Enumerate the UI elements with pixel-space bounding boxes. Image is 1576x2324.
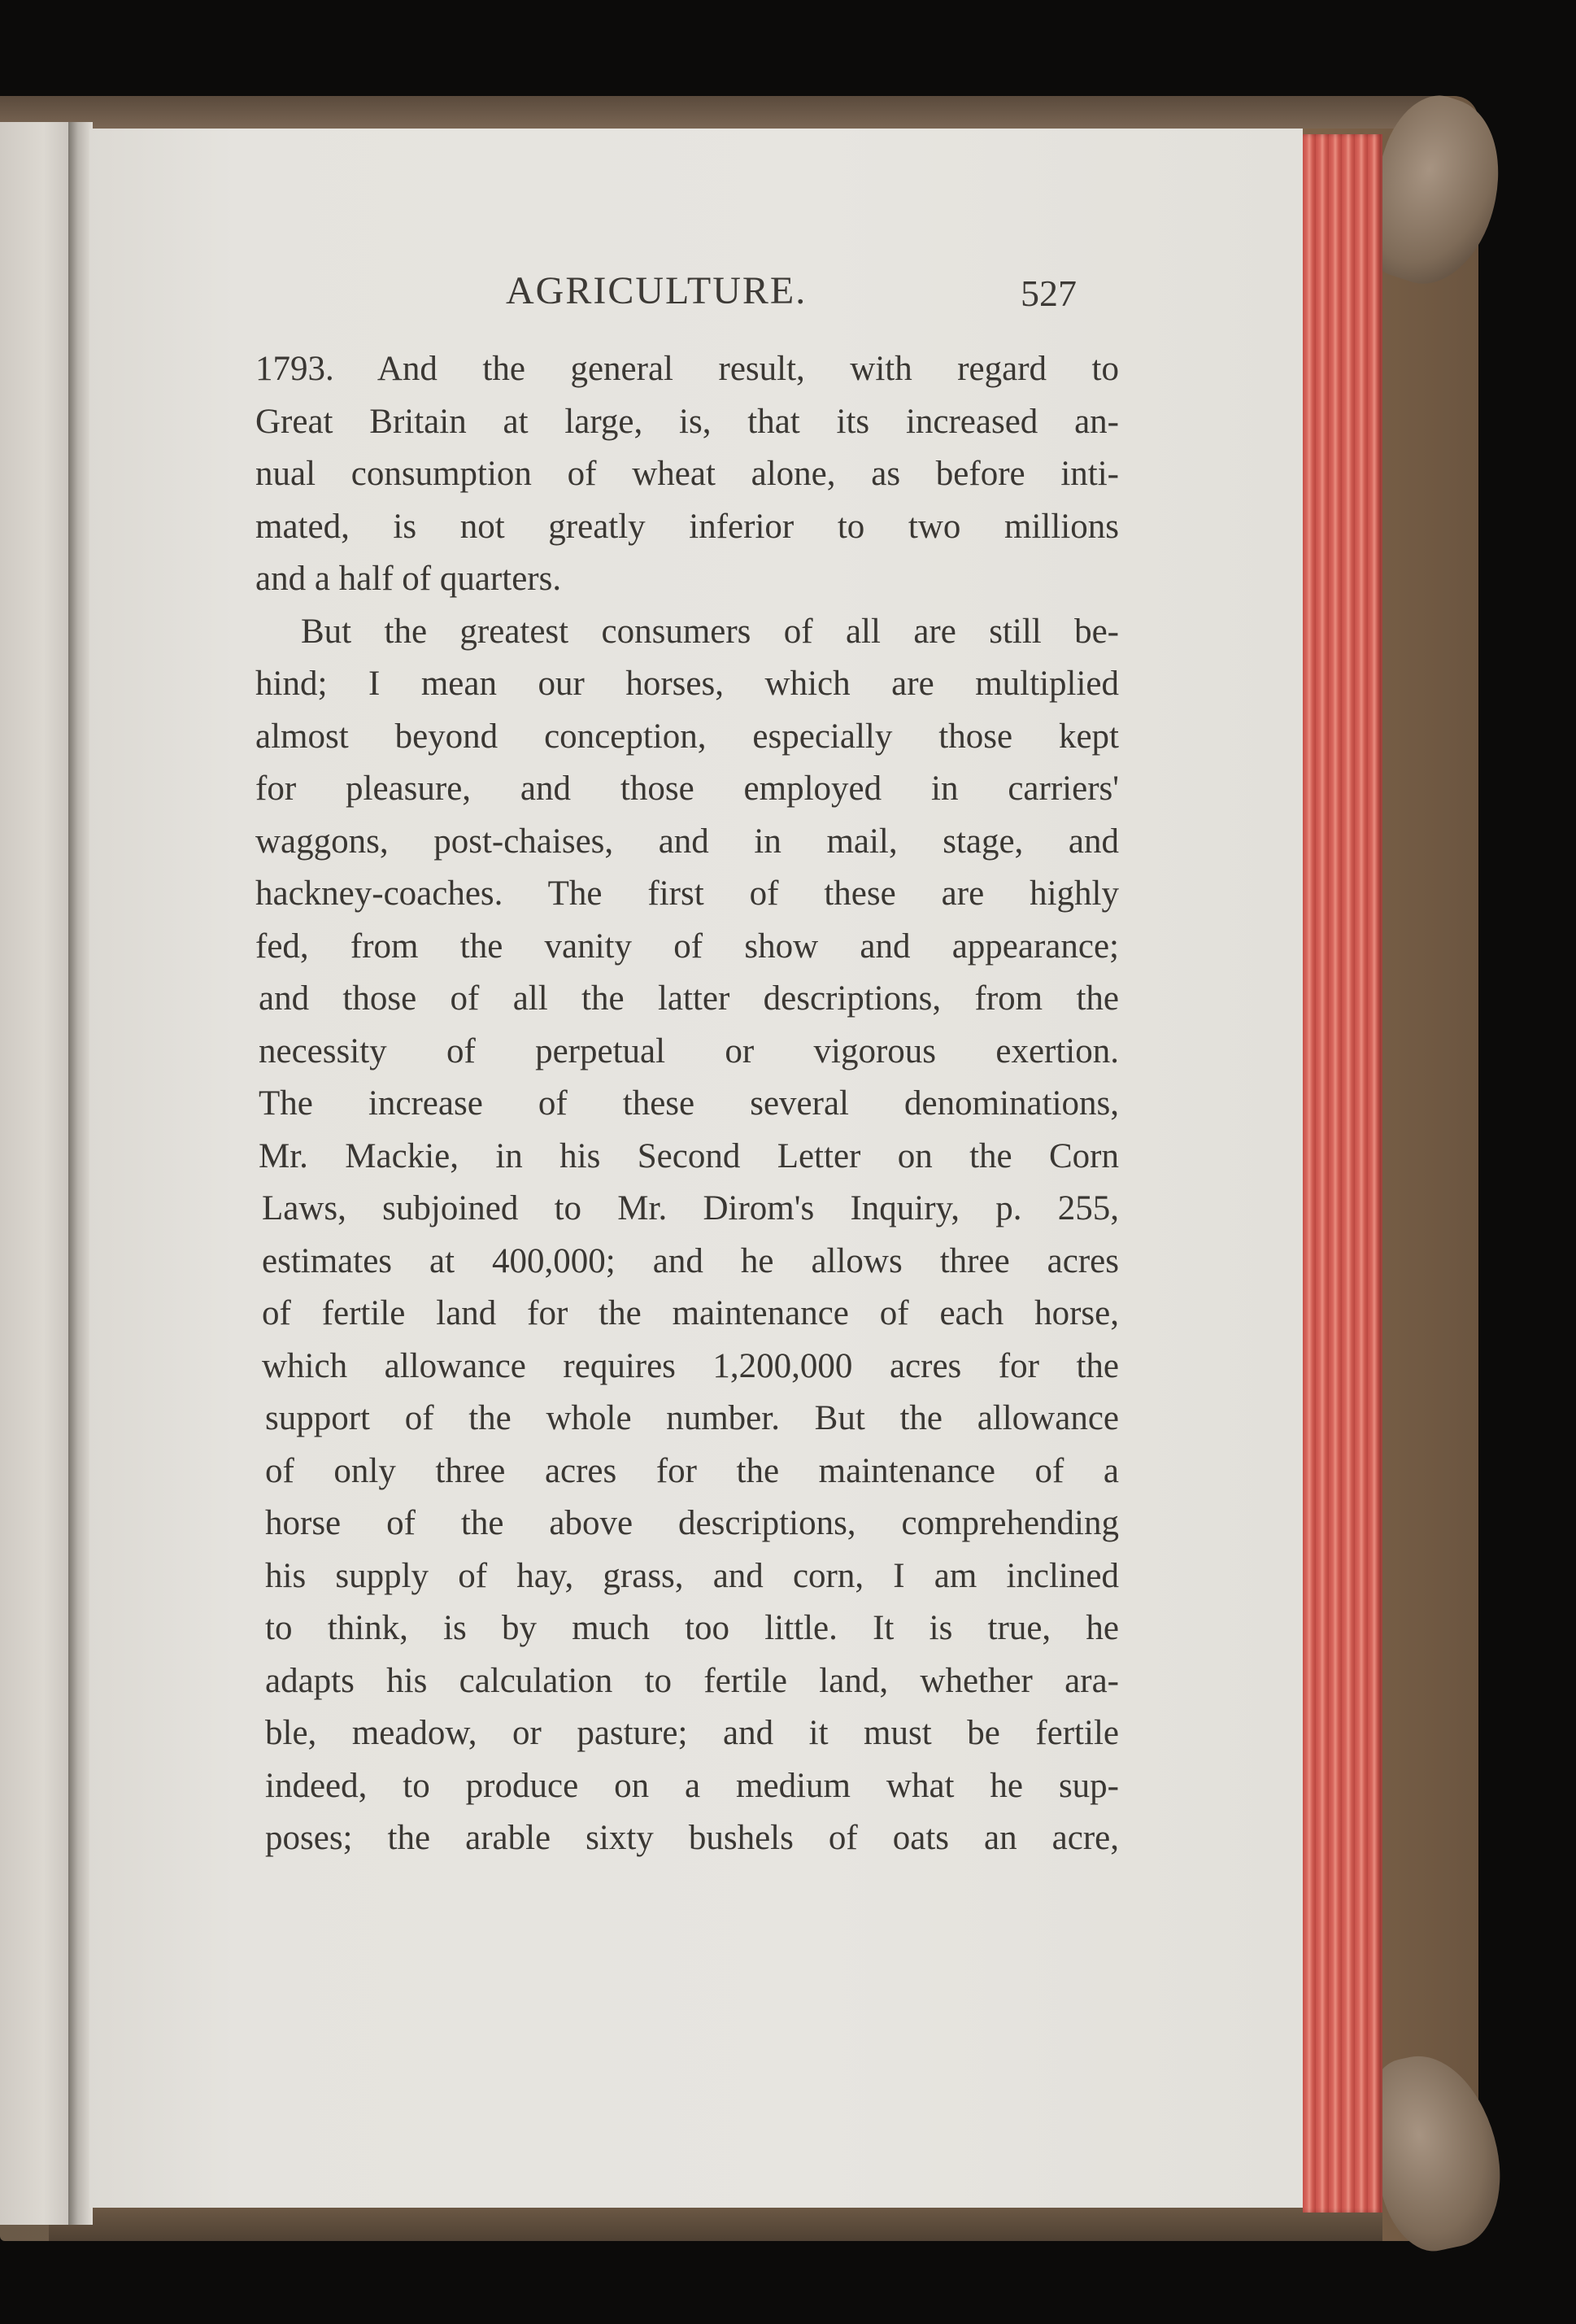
text-line: support of the whole number. But the allowance: [265, 1399, 1119, 1437]
text-line: 1793. And the general result, with regard to: [255, 350, 1119, 388]
text-line: hind; I mean our horses, which are multiplied: [255, 665, 1119, 703]
text-line: fed, from the vanity of show and appearance;: [255, 927, 1119, 966]
text-line: nual consumption of wheat alone, as before inti-: [255, 455, 1119, 493]
text-line: to think, is by much too little. It is true, he: [265, 1609, 1119, 1647]
text-line: of only three acres for the maintenance of a: [265, 1451, 1119, 1490]
red-page-edges: [1303, 134, 1382, 2213]
text-line: hackney-coaches. The first of these are highly: [255, 874, 1119, 913]
text-line: almost beyond conception, especially those kept: [255, 717, 1119, 756]
text-line: of fertile land for the maintenance of each horse,: [262, 1294, 1119, 1332]
text-line: waggons, post-chaises, and in mail, stage, and: [255, 822, 1119, 861]
body-text: [255, 343, 1119, 1865]
text-line: Great Britain at large, is, that its increased an-: [255, 402, 1119, 441]
running-head: [0, 268, 1576, 334]
page-number: 527: [1021, 273, 1077, 314]
text-line: for pleasure, and those employed in carriers': [255, 770, 1119, 808]
text-line: indeed, to produce on a medium what he sup-: [265, 1766, 1119, 1805]
text-line: Laws, subjoined to Mr. Dirom's Inquiry, p. 255,: [262, 1189, 1119, 1227]
text-line: his supply of hay, grass, and corn, I am inclined: [265, 1556, 1119, 1595]
text-line: mated, is not greatly inferior to two millions: [255, 507, 1119, 546]
text-line: and those of all the latter descriptions, from the: [259, 979, 1119, 1018]
facing-page-edge: [0, 122, 73, 2225]
text-line: ble, meadow, or pasture; and it must be fertile: [265, 1714, 1119, 1752]
text-line: necessity of perpetual or vigorous exertion.: [259, 1031, 1119, 1070]
text-line: which allowance requires 1,200,000 acres for the: [262, 1346, 1119, 1385]
running-title: AGRICULTURE.: [506, 269, 808, 312]
text-line: But the greatest consumers of all are still be-: [301, 612, 1119, 651]
text-line: poses; the arable sixty bushels of oats an acre,: [265, 1819, 1119, 1857]
text-line: adapts his calculation to fertile land, whether ara-: [265, 1661, 1119, 1700]
cover-bottom-edge: [49, 2204, 1382, 2241]
text-line: horse of the above descriptions, comprehending: [265, 1504, 1119, 1542]
text-line: The increase of these several denominations,: [259, 1084, 1119, 1123]
text-line: estimates at 400,000; and he allows three acres: [262, 1241, 1119, 1280]
cover-top-edge: [0, 96, 1439, 129]
text-line: and a half of quarters.: [255, 560, 562, 598]
text-line: Mr. Mackie, in his Second Letter on the Corn: [259, 1136, 1119, 1175]
